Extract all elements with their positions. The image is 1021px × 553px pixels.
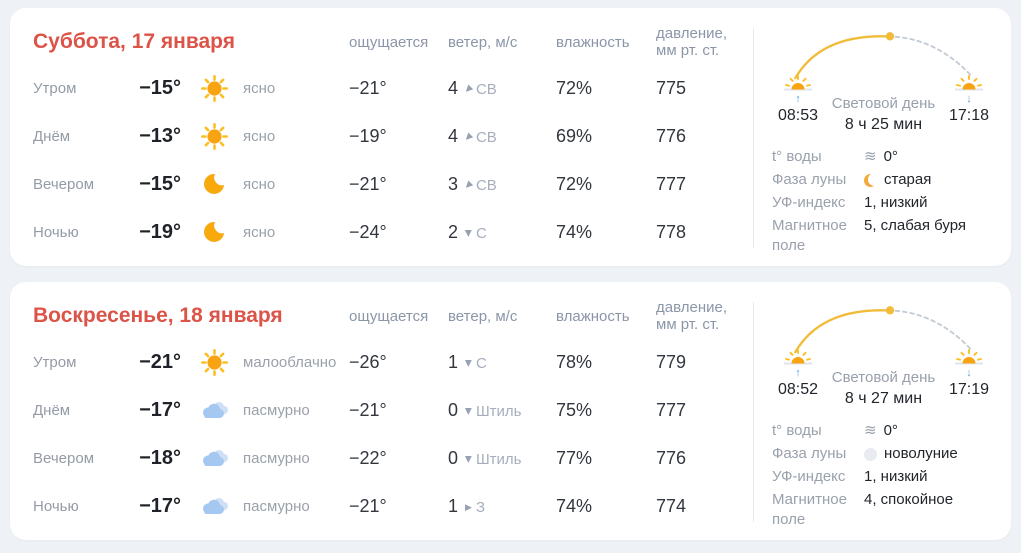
pressure-value: 776 [656,447,687,468]
humidity-value: 74% [556,495,593,516]
humidity-value: 72% [556,77,593,98]
feels-value: −22° [349,447,387,468]
row-part-label: Вечером [33,449,95,467]
sunset-arrow-icon: ↓ [966,93,972,105]
column-header-humidity: влажность [556,307,630,325]
wind-direction-arrow-icon [462,83,475,96]
wind-direction-arrow-icon [465,502,472,513]
feels-value: −21° [349,399,387,420]
detail-label: Фаза луны [772,171,847,188]
wind-speed: 1 [448,351,459,372]
detail-row [772,170,995,190]
daylight-label: Световой день [831,369,936,386]
sun-and-details-panel [753,302,1011,528]
humidity-value: 77% [556,447,593,468]
sunset-time: 17:18 [948,107,990,124]
column-header-pressure [656,299,748,333]
wind-cell [448,400,556,421]
wind-speed: 0 [448,399,459,420]
detail-value: 5, слабая буря [864,217,967,234]
row-part-label: Днём [33,401,71,419]
column-header-humidity: влажность [556,33,630,51]
wind-direction: СВ [475,80,497,98]
daylight-duration: 8 ч 27 мин [844,390,923,407]
detail-label: УФ-индекс [772,468,846,485]
wind-direction: СВ [475,128,497,146]
humidity-value: 69% [556,125,593,146]
moon-phase-icon [864,448,877,461]
detail-label: УФ-индекс [772,194,846,211]
sun-arc [772,302,995,354]
detail-value: 4, спокойное [864,491,954,508]
temperature: −15° [139,76,181,99]
column-header-feels: ощущается [349,33,429,51]
feels-value: −21° [349,173,387,194]
pressure-value: 779 [656,351,687,372]
waves-icon [864,421,877,441]
column-header-wind: ветер, м/с [448,33,518,51]
daylight-duration: 8 ч 25 мин [844,116,923,133]
column-header-feels: ощущается [349,307,429,325]
wind-direction-arrow-icon [462,131,475,144]
wind-direction: С [475,354,487,372]
condition: ясно [243,223,276,241]
wind-speed: 3 [448,173,459,194]
pressure-value: 778 [656,221,687,242]
temperature: −13° [139,124,181,147]
detail-row [772,216,995,256]
detail-label: Магнитное поле [772,491,847,528]
wind-direction-arrow-icon [463,230,474,237]
wind-cell [448,448,556,469]
weather-icon [199,496,229,517]
sun-arc [772,28,995,80]
wind-cell [448,496,556,517]
wind-direction: Штиль [475,450,522,468]
detail-value: 0° [883,148,898,165]
daylight-label: Световой день [831,95,936,112]
humidity-value: 78% [556,351,593,372]
sun-and-details-panel [753,28,1011,254]
wind-direction: СВ [475,176,497,194]
column-header-pressure [656,25,748,59]
pressure-value: 775 [656,77,687,98]
temperature: −18° [139,446,181,469]
sunrise-time: 08:53 [777,107,819,124]
feels-value: −19° [349,125,387,146]
detail-value: старая [884,171,932,188]
wind-speed: 4 [448,125,459,146]
row-part-label: Вечером [33,175,95,193]
feels-value: −26° [349,351,387,372]
weather-icon [202,172,226,196]
temperature: −17° [139,494,181,517]
condition: пасмурно [243,401,310,419]
detail-row [772,444,995,464]
day-title: Воскресенье, 18 января [33,304,283,327]
condition: пасмурно [243,497,310,515]
row-part-label: Ночью [33,223,79,241]
temperature: −19° [139,220,181,243]
detail-row [772,147,995,167]
pressure-value: 774 [656,495,687,516]
forecast-card-sunday [10,282,1011,540]
detail-row [772,421,995,441]
wind-direction: З [475,498,485,516]
wind-cell [448,174,556,195]
pressure-header-line2: мм рт. ст. [656,316,720,333]
waves-icon [864,147,877,167]
wind-direction: С [475,224,487,242]
detail-label: Фаза луны [772,445,847,462]
weather-icon [202,220,226,244]
sunrise-arrow-icon: ↑ [795,93,801,105]
wind-cell [448,352,556,373]
weather-icon [201,349,228,376]
sunrise-time: 08:52 [777,381,819,398]
row-part-label: Утром [33,79,77,97]
wind-cell [448,222,556,243]
sunrise-arrow-icon: ↑ [795,367,801,379]
sunrise-icon [781,74,815,93]
forecast-card-saturday [10,8,1011,266]
pressure-header-line1: давление, [656,25,727,42]
detail-row [772,467,995,487]
detail-value: 1, низкий [864,194,928,211]
humidity-value: 75% [556,399,593,420]
wind-speed: 2 [448,221,459,242]
condition: малооблачно [243,353,337,371]
condition: ясно [243,127,276,145]
detail-value: 0° [883,422,898,439]
weather-icon [201,75,228,102]
wind-speed: 4 [448,77,459,98]
temperature: −21° [139,350,181,373]
detail-row [772,490,995,530]
wind-speed: 0 [448,447,459,468]
detail-label: t° воды [772,148,822,165]
sunset-icon [952,74,986,93]
humidity-value: 74% [556,221,593,242]
forecast-table [10,282,753,540]
feels-value: −21° [349,77,387,98]
day-title: Суббота, 17 января [33,30,235,53]
feels-value: −24° [349,221,387,242]
row-part-label: Утром [33,353,77,371]
temperature: −17° [139,398,181,421]
condition: пасмурно [243,449,310,467]
humidity-value: 72% [556,173,593,194]
wind-cell [448,78,556,99]
sunset-time: 17:19 [948,381,990,398]
pressure-value: 777 [656,399,687,420]
sunrise-icon [781,348,815,367]
pressure-value: 776 [656,125,687,146]
pressure-value: 777 [656,173,687,194]
detail-label: t° воды [772,422,822,439]
wind-direction-arrow-icon [463,360,474,367]
wind-direction-arrow-icon [463,456,474,463]
row-part-label: Днём [33,127,71,145]
weather-icon [199,400,229,421]
wind-direction-arrow-icon [462,179,475,192]
detail-value: 1, низкий [864,468,928,485]
detail-label: Магнитное поле [772,217,847,254]
pressure-header-line2: мм рт. ст. [656,42,720,59]
sunset-arrow-icon: ↓ [966,367,972,379]
forecast-table [10,8,753,266]
row-part-label: Ночью [33,497,79,515]
condition: ясно [243,175,276,193]
pressure-header-line1: давление, [656,299,727,316]
wind-direction-arrow-icon [463,408,474,415]
feels-value: −21° [349,495,387,516]
detail-row [772,193,995,213]
detail-value: новолуние [884,445,958,462]
sunset-icon [952,348,986,367]
temperature: −15° [139,172,181,195]
condition: ясно [243,79,276,97]
wind-speed: 1 [448,495,459,516]
wind-direction: Штиль [475,402,522,420]
weather-icon [199,448,229,469]
column-header-wind: ветер, м/с [448,307,518,325]
wind-cell [448,126,556,147]
weather-icon [201,123,228,150]
moon-phase-icon [864,174,877,187]
